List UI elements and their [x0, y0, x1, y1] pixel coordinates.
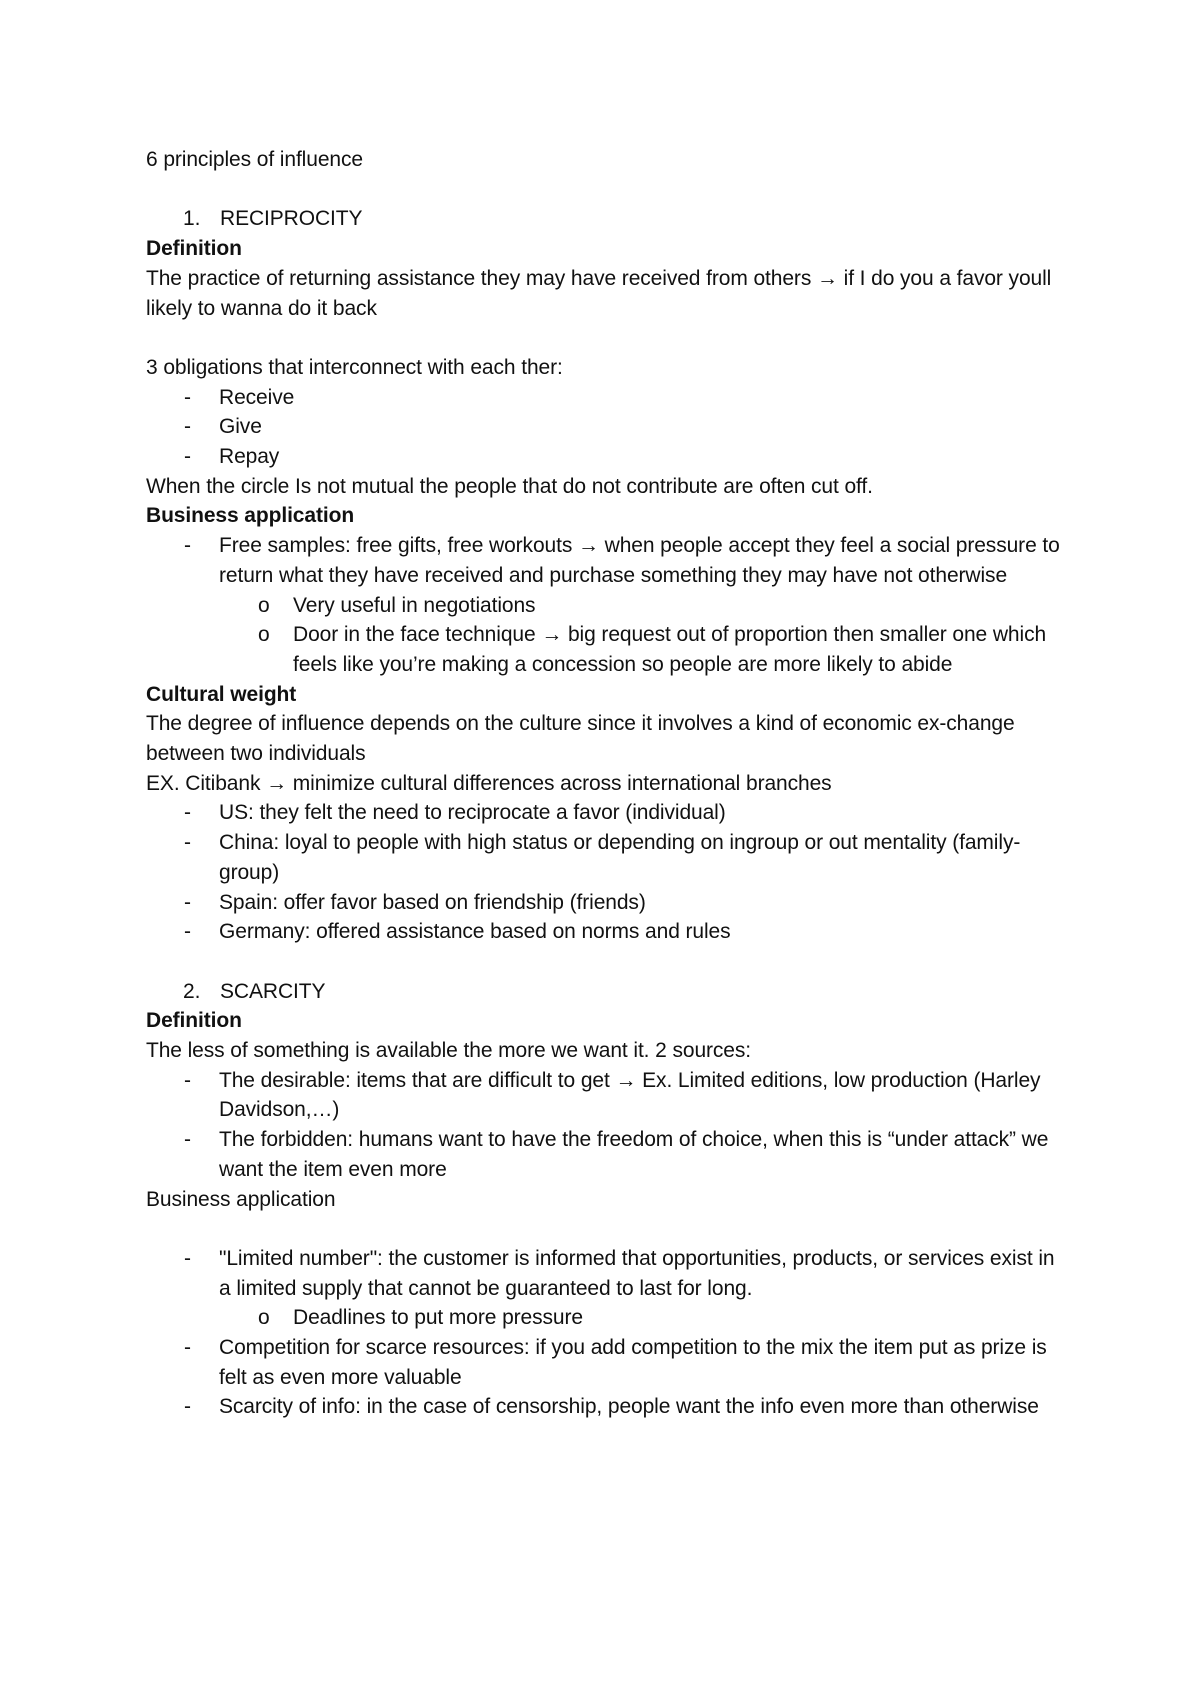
dash-bullet-icon: -	[184, 890, 191, 914]
list-item	[146, 798, 1066, 828]
list-item	[146, 531, 1066, 590]
example-text-b: minimize cultural differences across international branches	[292, 771, 832, 795]
list-item	[146, 383, 1066, 413]
definition-text-a: The practice of returning assistance they may have received from others	[146, 266, 812, 290]
section-heading-reciprocity	[146, 204, 1066, 234]
right-arrow-icon: →	[615, 1068, 637, 1092]
list-item-text-a: The desirable: items that are difficult to get	[219, 1068, 610, 1092]
definition-text-b: if I do you a favor youll likely to wanna do it back	[146, 266, 1052, 320]
list-item-text: Scarcity of info: in the case of censorship, people want the info even more than otherwise	[219, 1395, 1039, 1419]
example-text-a: EX. Citibank	[146, 771, 261, 795]
sub-list-item-text: Very useful in negotiations	[293, 593, 536, 617]
dash-bullet-icon: -	[184, 801, 191, 825]
list-item	[146, 1125, 1066, 1184]
sub-list-item-text: Deadlines to put more pressure	[293, 1306, 583, 1330]
dash-bullet-icon: -	[184, 1395, 191, 1419]
list-item	[146, 1392, 1066, 1422]
list-item-text-a: Free samples: free gifts, free workouts	[219, 534, 573, 558]
definition-text: The less of something is available the more we want it. 2 sources:	[146, 1039, 752, 1063]
business-application-label: Business application	[146, 504, 355, 528]
list-item	[146, 828, 1066, 887]
list-item-text: US: they felt the need to reciprocate a favor (individual)	[219, 801, 726, 825]
list-item-text: China: loyal to people with high status or depending on ingroup or out mentality (family- group)	[219, 831, 1021, 884]
circle-text: When the circle Is not mutual the people that do not contribute are often cut off.	[146, 474, 873, 498]
spacer	[146, 323, 1066, 353]
right-arrow-icon: →	[266, 771, 288, 795]
right-arrow-icon: →	[577, 534, 599, 558]
business-application-label: Business application	[146, 1187, 336, 1211]
list-item	[146, 412, 1066, 442]
spacer	[146, 1214, 1066, 1244]
definition-text	[146, 264, 1066, 323]
list-item	[146, 917, 1066, 947]
list-item-text: Receive	[219, 385, 295, 409]
spacer	[146, 947, 1066, 977]
section-number: 2.	[183, 979, 201, 1003]
sub-list-item-text-a: Door in the face technique	[293, 623, 536, 647]
spacer	[146, 175, 1066, 205]
list-item	[146, 1066, 1066, 1125]
circle-bullet-icon: o	[258, 593, 270, 617]
list-item-text: Spain: offer favor based on friendship (friends)	[219, 890, 646, 914]
document-title: 6 principles of influence	[146, 148, 363, 171]
list-item-text-b: Ex. Limited editions, low production (Harley Davidson,…)	[219, 1068, 1041, 1122]
list-item	[146, 442, 1066, 472]
list-item-text: The forbidden: humans want to have the freedom of choice, when this is “under attack” we want the item even more	[219, 1128, 1049, 1181]
list-item-text: Competition for scarce resources: if you add competition to the mix the item put as prize is felt as even more valuable	[219, 1336, 1047, 1389]
circle-bullet-icon: o	[258, 623, 270, 647]
section-title: SCARCITY	[220, 979, 326, 1003]
right-arrow-icon: →	[816, 266, 838, 290]
sub-list-item-text-b: big request out of proportion then smaller one which feels like you’re making a concession so people are more likely to abide	[293, 623, 1047, 676]
dash-bullet-icon: -	[184, 1246, 191, 1270]
list-item-text-b: when people accept they feel a social pressure to return what they have received and purchase something they may have not otherwise	[219, 534, 1060, 587]
dash-bullet-icon: -	[184, 415, 191, 439]
list-item-text: Repay	[219, 445, 280, 468]
sub-list-item	[146, 1303, 1066, 1333]
list-item	[146, 1244, 1066, 1303]
list-item-text: Give	[219, 415, 262, 439]
section-number: 1.	[183, 207, 201, 231]
dash-bullet-icon: -	[184, 1068, 191, 1092]
sub-list-item	[146, 620, 1066, 679]
definition-label: Definition	[146, 237, 242, 261]
list-item	[146, 888, 1066, 918]
cultural-weight-label: Cultural weight	[146, 682, 297, 706]
list-item-text: "Limited number": the customer is informed that opportunities, products, or services exist in a limited supply that cannot be guaranteed to last for long.	[219, 1246, 1055, 1300]
document-body	[146, 145, 1066, 1422]
dash-bullet-icon: -	[184, 534, 191, 558]
list-item-text: Germany: offered assistance based on norms and rules	[219, 920, 731, 944]
example-line	[146, 769, 1066, 799]
sub-list-item	[146, 591, 1066, 621]
dash-bullet-icon: -	[184, 1336, 191, 1360]
dash-bullet-icon: -	[184, 385, 191, 409]
dash-bullet-icon: -	[184, 445, 191, 468]
right-arrow-icon: →	[541, 623, 563, 647]
list-item	[146, 1333, 1066, 1392]
dash-bullet-icon: -	[184, 920, 191, 944]
section-title: RECIPROCITY	[220, 207, 363, 231]
cultural-weight-text: The degree of influence depends on the culture since it involves a kind of economic ex-change between two individuals	[146, 712, 1015, 766]
section-heading-scarcity	[146, 977, 1066, 1007]
obligations-intro: 3 obligations that interconnect with each ther:	[146, 355, 563, 379]
dash-bullet-icon: -	[184, 1128, 191, 1152]
circle-bullet-icon: o	[258, 1306, 270, 1330]
definition-label: Definition	[146, 1009, 242, 1033]
dash-bullet-icon: -	[184, 831, 191, 855]
